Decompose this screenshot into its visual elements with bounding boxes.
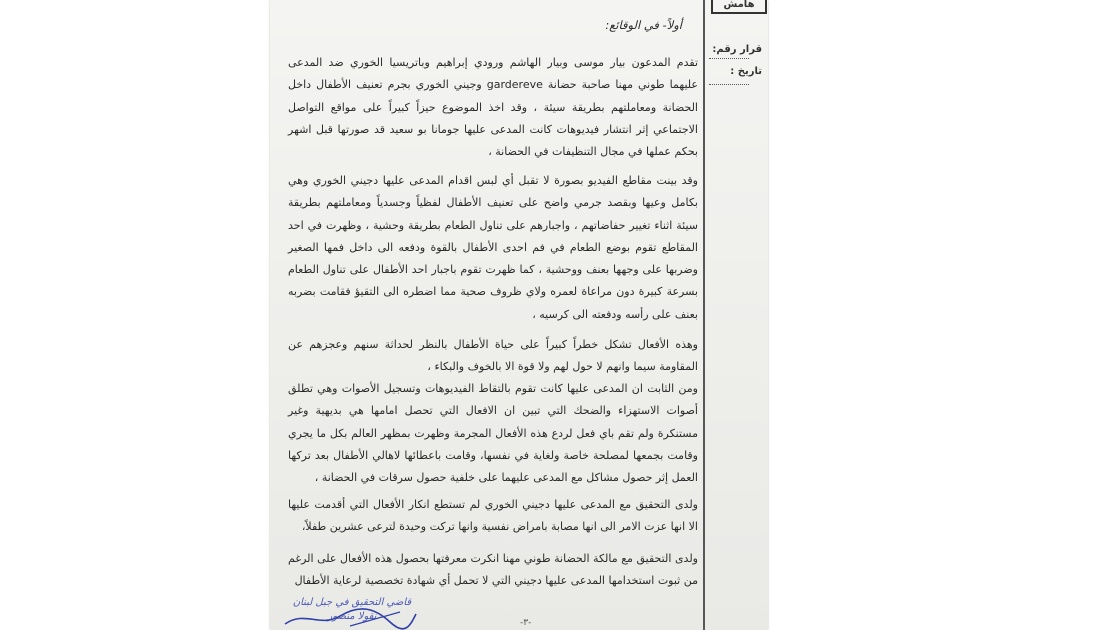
paragraph-6: ولدى التحقيق مع مالكة الحضانة طوني مهنا انكرت معرفتها بحصول هذه الأفعال على الرغم من ثبوت استخدامها المدعى عليها دجيني التي لا تحمل أي شهادة تخصصية لرعاية الأطفال [288, 552, 698, 588]
margin-column [705, 0, 768, 630]
paragraph-2: وقد بينت مقاطع الفيديو بصورة لا تقبل أي لبس اقدام المدعى عليها دجيني الخوري وهي بكامل وعيها وبقصد جرمي واضح على تعنيف الأطفال لفظياً وجسدياً ومعاملتهم بطريقة سيئة اثناء تغيير حفاضاتهم ، واجبارهم على تناول الطعام بطريقة وحشية ، وظهرت في احد المقاطع تقوم بوضع الطعام في فم احدى الأطفال بالقوة ودفعه الى داخل فمها الصغير وضربها على وجهها بعنف ووحشية ، كما ظهرت تقوم باجبار احد الأطفال على تناول الطعام بسرعة كبيرة دون مراعاة لعمره ولاي ظروف صحية مما اضطره الى التقيؤ فقامت بضربه بعنف على رأسه ودفعته الى كرسيه ، [288, 174, 698, 321]
signature-scribble [280, 606, 420, 630]
document-page [270, 0, 768, 630]
section-title: أولاً- في الوقائع: [605, 18, 682, 32]
date-dots [709, 84, 749, 85]
paragraph-1: تقدم المدعون بيار موسى وبيار الهاشم ورودي إبراهيم وباتريسيا الخوري ضد المدعى عليهما طوني مهنا صاحبة حضانة gardereve وجيني الخوري بجرم تعنيف الأطفال داخل الحضانة ومعاملتهم بطريقة سيئة ، وقد اخذ الموضوع حيزاً كبيراً على مواقع التواصل الاجتماعي إثر انتشار فيديوهات كانت المدعى عليها جومانا بو سعيد قد صورتها قبل اشهر بحكم عملها في مجال التنظيفات في الحضانة ، [288, 56, 698, 159]
paragraph-4: ومن الثابت ان المدعى عليها كانت تقوم بالتقاط الفيديوهات وتسجيل الأصوات وهي تطلق أصوات الاستهزاء والضحك التي تبين ان الافعال التي تحصل امامها هي بديهية وغير مستنكرة ولم تقم باي فعل لردع هذه الأفعال المجرمة وظهرت بمظهر العالم بكل ما يجري وقامت بجمعها لمصلحة خاصة ولغاية في نفسها، وقامت باعطائها لاهالي الأطفال بعد تركها العمل إثر حصول مشاكل مع المدعى عليهما على خلفية حصول سرقات في الحضانة ، [288, 382, 698, 485]
date-label: تاريخ : [730, 66, 762, 77]
stamp-line-2: نقولا منصور [327, 611, 377, 622]
margin-header: هامش [711, 0, 767, 14]
stamp-line-1: قاضي التحقيق في جبل لبنان [292, 597, 412, 608]
paragraph-3: وهذه الأفعال تشكل خطراً كبيراً على حياة الأطفال بالنظر لحداثة سنهم وعجزهم عن المقاومة سيما وانهم لا حول لهم ولا قوة الا بالخوف والبكاء ، [288, 338, 698, 374]
decision-number-dots [709, 58, 749, 59]
paragraph-5: ولدى التحقيق مع المدعى عليها دجيني الخوري لم تستطع انكار الأفعال التي أقدمت عليها الا انها عزت الامر الى انها مصابة بامراض نفسية وانها تركت وحيدة لترعى عشرين طفلاً، [288, 498, 698, 534]
decision-number-label: قرار رقم: [712, 44, 762, 55]
page-number: -٣- [520, 618, 532, 628]
